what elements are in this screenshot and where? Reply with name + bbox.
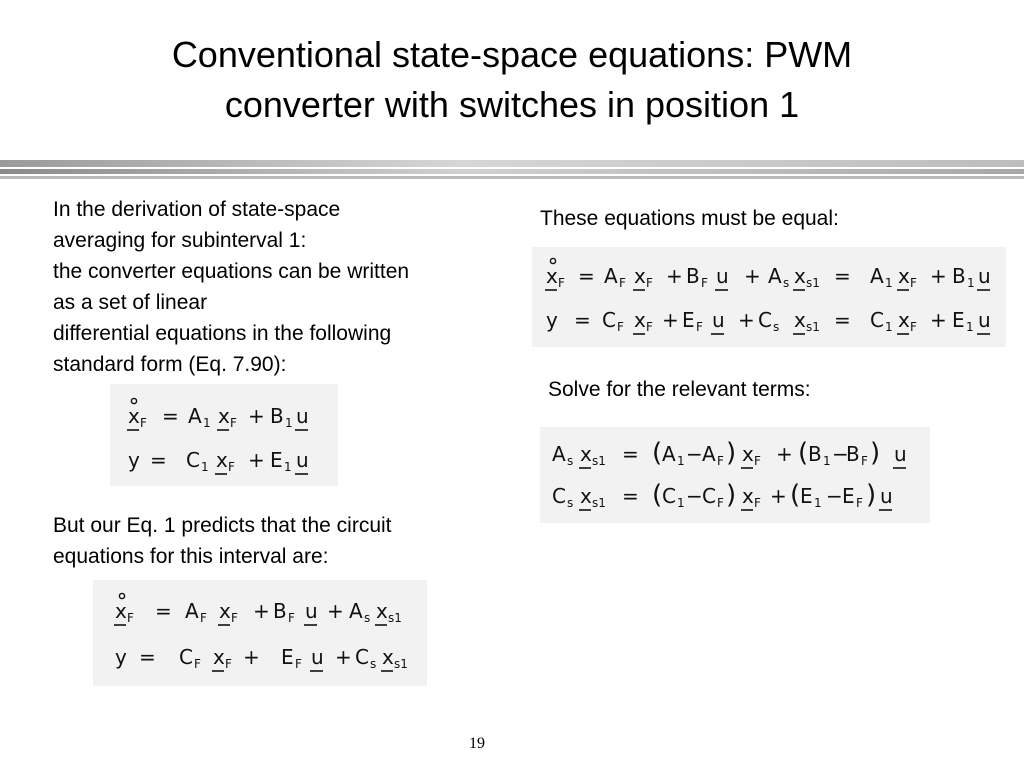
svg-text:x: x	[898, 308, 910, 332]
predicted-paragraph	[53, 510, 493, 572]
svg-text:F: F	[194, 657, 201, 671]
svg-text:x: x	[128, 404, 140, 428]
svg-text:F: F	[230, 416, 237, 430]
svg-text:x: x	[216, 448, 228, 472]
svg-text:F: F	[861, 454, 868, 468]
svg-text:F: F	[127, 611, 134, 625]
svg-text:C: C	[870, 308, 884, 332]
equation-row-2	[128, 448, 309, 474]
svg-text:B: B	[952, 264, 966, 288]
equal-instruction: These equations must be equal:	[540, 207, 839, 230]
svg-text:+: +	[248, 448, 265, 472]
solve-instruction: Solve for the relevant terms:	[548, 378, 811, 401]
svg-text:x: x	[742, 484, 754, 508]
svg-text:(: (	[652, 480, 663, 510]
solved-equations	[540, 427, 930, 523]
svg-text:F: F	[228, 460, 235, 474]
svg-text:s: s	[567, 454, 574, 468]
svg-text:=: =	[139, 645, 156, 669]
svg-text:u: u	[296, 448, 309, 472]
svg-text:1: 1	[966, 320, 974, 334]
standard-form-equations	[110, 384, 338, 486]
svg-text:s: s	[773, 320, 780, 334]
svg-text:y: y	[115, 645, 127, 669]
svg-text:E: E	[800, 484, 813, 508]
svg-text:F: F	[696, 320, 703, 334]
svg-text:+: +	[248, 404, 265, 428]
svg-text:(: (	[652, 438, 663, 468]
title-divider	[0, 169, 1024, 174]
svg-text:s1: s1	[592, 496, 606, 510]
svg-text:F: F	[646, 276, 653, 290]
text-line: In the derivation of state-space	[53, 198, 341, 221]
svg-text:A: A	[188, 404, 202, 428]
svg-text:(: (	[798, 438, 809, 468]
svg-text:F: F	[140, 416, 147, 430]
svg-text:+: +	[253, 599, 270, 623]
equation-row-1	[545, 258, 991, 290]
svg-text:y: y	[128, 448, 140, 472]
svg-text:F: F	[646, 320, 653, 334]
svg-text:A: A	[702, 442, 716, 466]
svg-text:1: 1	[967, 276, 975, 290]
svg-text:1: 1	[201, 460, 209, 474]
svg-text:F: F	[200, 611, 207, 625]
svg-text:F: F	[701, 276, 708, 290]
svg-text:B: B	[273, 599, 287, 623]
svg-text:E: E	[270, 448, 283, 472]
svg-text:1: 1	[285, 416, 293, 430]
svg-text:B: B	[270, 404, 284, 428]
svg-text:x: x	[219, 599, 231, 623]
svg-text:1: 1	[677, 496, 685, 510]
svg-text:x: x	[376, 599, 388, 623]
svg-text:F: F	[910, 320, 917, 334]
svg-text:=: =	[834, 264, 851, 288]
page-number: 19	[469, 735, 485, 752]
svg-text:): )	[726, 438, 737, 468]
svg-text:y: y	[546, 308, 558, 332]
svg-text:u: u	[712, 308, 725, 332]
equation-row-2	[552, 480, 893, 510]
svg-text:C: C	[355, 645, 369, 669]
svg-text:x: x	[634, 264, 646, 288]
svg-text:(: (	[790, 480, 801, 510]
svg-text:F: F	[754, 454, 761, 468]
equation-row-1	[127, 398, 309, 430]
svg-text:E: E	[952, 308, 965, 332]
text-line: the converter equations can be written	[53, 260, 410, 283]
svg-text:A: A	[662, 442, 676, 466]
svg-text:s: s	[370, 657, 377, 671]
svg-text:u: u	[880, 484, 893, 508]
svg-text:F: F	[910, 276, 917, 290]
slide-title-line-2: converter with switches in position 1	[224, 84, 800, 125]
svg-text:A: A	[768, 264, 782, 288]
equation-row-1	[552, 438, 907, 468]
svg-text:A: A	[870, 264, 884, 288]
svg-text:+: +	[738, 308, 755, 332]
svg-text:u: u	[305, 599, 318, 623]
svg-text:u: u	[296, 404, 309, 428]
svg-text:+: +	[335, 645, 352, 669]
svg-text:): )	[726, 480, 737, 510]
svg-text:=: =	[622, 484, 639, 508]
svg-text:s: s	[567, 496, 574, 510]
text-line: averaging for subinterval 1:	[53, 229, 307, 252]
slide-title	[0, 30, 1024, 130]
svg-text:F: F	[288, 611, 295, 625]
svg-text:x: x	[218, 404, 230, 428]
svg-text:−: −	[686, 442, 703, 466]
svg-text:s: s	[364, 611, 371, 625]
svg-text:A: A	[185, 599, 199, 623]
svg-text:u: u	[978, 308, 991, 332]
svg-text:C: C	[602, 308, 616, 332]
svg-text:u: u	[894, 442, 907, 466]
svg-text:u: u	[978, 264, 991, 288]
svg-text:C: C	[186, 448, 200, 472]
svg-text:C: C	[662, 484, 676, 508]
svg-text:−: −	[686, 484, 703, 508]
svg-text:F: F	[295, 657, 302, 671]
svg-text:u: u	[716, 264, 729, 288]
svg-text:−: −	[832, 442, 849, 466]
svg-text:F: F	[754, 496, 761, 510]
text-line: equations for this interval are:	[53, 545, 329, 568]
svg-text:F: F	[619, 276, 626, 290]
svg-text:=: =	[834, 308, 851, 332]
svg-text:1: 1	[203, 416, 211, 430]
svg-text:C: C	[552, 484, 566, 508]
svg-text:E: E	[281, 645, 294, 669]
svg-text:1: 1	[284, 460, 292, 474]
intro-paragraph	[53, 194, 493, 380]
predicted-equations	[93, 580, 427, 686]
svg-text:A: A	[552, 442, 566, 466]
svg-text:x: x	[382, 645, 394, 669]
svg-text:F: F	[717, 496, 724, 510]
svg-text:1: 1	[885, 320, 893, 334]
svg-text:A: A	[604, 264, 618, 288]
svg-text:x: x	[634, 308, 646, 332]
svg-text:=: =	[155, 599, 172, 623]
svg-text:s1: s1	[592, 454, 606, 468]
svg-text:+: +	[770, 484, 787, 508]
svg-text:F: F	[856, 496, 863, 510]
svg-text:x: x	[794, 308, 806, 332]
svg-text:1: 1	[814, 496, 822, 510]
slide-title-line-1: Conventional state-space equations: PWM	[171, 34, 853, 75]
title-divider	[0, 160, 1024, 167]
svg-text:1: 1	[885, 276, 893, 290]
svg-text:E: E	[682, 308, 695, 332]
svg-text:=: =	[162, 404, 179, 428]
text-line: But our Eq. 1 predicts that the circuit	[53, 514, 392, 537]
svg-text:+: +	[666, 264, 683, 288]
svg-text:x: x	[742, 442, 754, 466]
equation-row-1	[114, 593, 402, 625]
svg-text:s1: s1	[394, 657, 408, 671]
title-divider	[0, 176, 1024, 179]
svg-text:F: F	[231, 611, 238, 625]
svg-text:s: s	[783, 276, 790, 290]
svg-text:B: B	[686, 264, 700, 288]
svg-text:1: 1	[823, 454, 831, 468]
svg-text:+: +	[744, 264, 761, 288]
svg-text:s1: s1	[388, 611, 402, 625]
text-line: differential equations in the following	[53, 322, 392, 345]
svg-text:+: +	[662, 308, 679, 332]
svg-text:+: +	[776, 442, 793, 466]
svg-text:): )	[870, 438, 881, 468]
svg-text:=: =	[574, 308, 591, 332]
svg-text:=: =	[150, 448, 167, 472]
svg-text:x: x	[115, 599, 127, 623]
svg-text:x: x	[580, 484, 592, 508]
svg-text:x: x	[546, 264, 558, 288]
equation-row-2	[546, 308, 991, 334]
svg-text:x: x	[794, 264, 806, 288]
svg-text:−: −	[826, 484, 843, 508]
svg-text:=: =	[622, 442, 639, 466]
equation-row-2	[115, 645, 408, 671]
svg-text:F: F	[558, 276, 565, 290]
svg-text:): )	[866, 480, 877, 510]
equated-equations	[532, 247, 1006, 347]
svg-text:F: F	[617, 320, 624, 334]
svg-text:s1: s1	[806, 320, 820, 334]
text-line: standard form (Eq. 7.90):	[53, 353, 287, 376]
svg-text:B: B	[808, 442, 822, 466]
svg-text:F: F	[225, 657, 232, 671]
svg-text:+: +	[243, 645, 260, 669]
text-line: as a set of linear	[53, 291, 208, 314]
svg-text:C: C	[179, 645, 193, 669]
svg-text:x: x	[213, 645, 225, 669]
svg-text:x: x	[898, 264, 910, 288]
svg-text:u: u	[311, 645, 324, 669]
svg-text:A: A	[349, 599, 363, 623]
svg-text:1: 1	[677, 454, 685, 468]
svg-text:s1: s1	[806, 276, 820, 290]
svg-text:x: x	[580, 442, 592, 466]
svg-text:=: =	[578, 264, 595, 288]
svg-text:E: E	[842, 484, 855, 508]
svg-text:C: C	[758, 308, 772, 332]
svg-text:B: B	[846, 442, 860, 466]
svg-text:+: +	[930, 308, 947, 332]
svg-text:F: F	[717, 454, 724, 468]
svg-text:+: +	[930, 264, 947, 288]
svg-text:+: +	[327, 599, 344, 623]
svg-text:C: C	[702, 484, 716, 508]
